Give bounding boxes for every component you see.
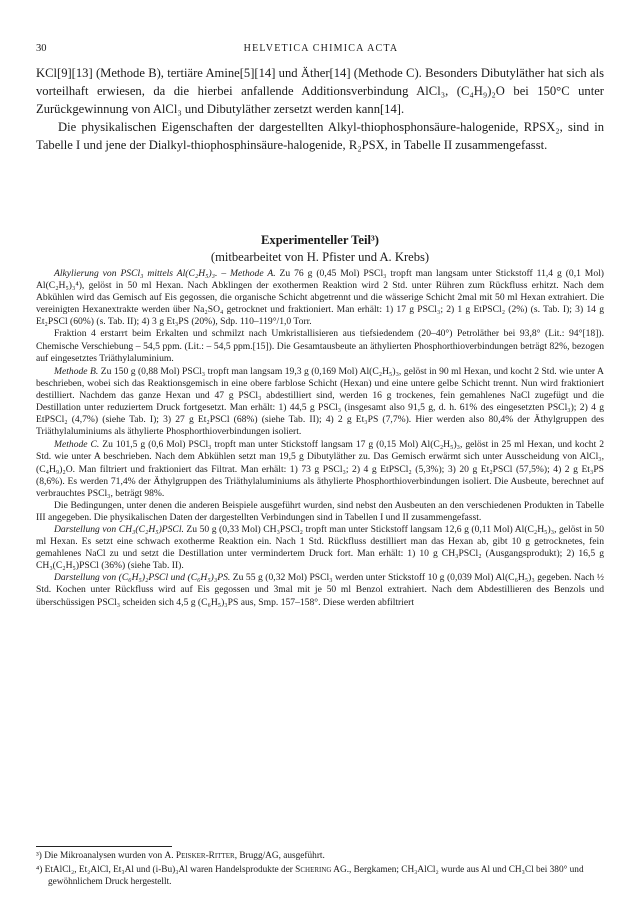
section-heading [36, 232, 604, 266]
method-a-text: Zu 76 g (0,45 Mol) PSCl₃ tropft man langsam unter Stickstoff 11,4 g (0,1 Mol) Al(C₂H₅)₃⁴), gelöst in 50 ml Hexan. Nach Abklingen der exothermen Reaktion wird 2 Std. unter Rühren zum Rückfluss erhitzt. Nach dem Abkühlen wird das Gemisch auf Eis gegossen, die organische Schicht abgetrennt und die wässerige Schicht 2mal mit 50 ml Hexan extrahiert. Die vereinigten Hexanextrakte werden über Na₂SO₄ getrocknet und fraktioniert. Man erhält: 1) 17 g PSCl₃; 2) 1 g EtPSCl₂ (2%) (s. Tab. I); 3) 14 g Et₂PSCl (60%) (s. Tab. II); 4) 3 g Et₃PS (20%), Sdp. 110–119°/1,0 Torr. [36, 268, 604, 328]
footnotes [36, 850, 604, 890]
footnote-3-name: A. Peisker-Ritter [164, 851, 235, 861]
phenyl-heading: Darstellung von (C₆H₅)₂PSCl und (C₆H₅)₃PS. [54, 572, 231, 584]
paragraph-method-a [36, 268, 604, 328]
paragraph-conditions: Die Bedingungen, unter denen die anderen Beispiele ausgeführt wurden, sind nebst den Ausbeuten an den verschiedenen Produkten in Tabelle III angegeben. Die physikalischen Daten der dargestellten Verbindungen sind in Tabellen I und II zusammengefasst. [36, 499, 604, 523]
footnote-rule [36, 846, 172, 847]
ch3-et-heading: Darstellung von CH₃(C₂H₅)PSCl. [54, 523, 184, 535]
footnote-3-pre: ³) Die Mikroanalysen wurden von [36, 851, 165, 861]
method-c-text: Zu 101,5 g (0,6 Mol) PSCl₃ tropft man unter Stickstoff langsam 17 g (0,15 Mol) Al(C₂H₅)₃, gelöst in 25 ml Hexan, und kocht 2 Std. wie unter A beschrieben. Nach dem Abkühlen setzt man 19,5 g Dibutyläther zu. Das Gemisch erwärmt sich unter Ausscheidung von AlCl₃, (C₄H₉)₂O. Man filtriert und fraktioniert das Filtrat. Man erhält: 1) 73 g PSCl₃; 2) 4 g EtPSCl₂ (5,3%); 3) 20 g Et₂PSCl (57,5%); 4) 2 g Et₃PS (8,6%). Es werden 71,4% der Äthylgruppen des Triäthylaluminiums als äthylierte Phosphorthioverbindungen isoliert. Die Ausbeute, berechnet auf verbrauchtes PSCl₃, beträgt 98%. [36, 439, 604, 499]
ch3-et-text: Zu 50 g (0,33 Mol) CH₃PSCl₂ tropft man unter Stickstoff langsam 12,6 g (0,11 Mol) Al(C₂H₅)₃, gelöst in 50 ml Hexan. Es setzt eine schwach exotherme Reaktion ein. Nach 1 Std. Rückfluss destilliert man das Hexan ab, gibt 10 g getrocknetes, fein gemahlenes NaCl zu und setzt die Destillation unter vermindertem Druck fort. Man erhält: 1) 10 g CH₃PSCl₂ (Ausgangsprodukt); 2) 16,5 g CH₃(C₂H₅)PSCl (36%) (siehe Tab. II). [36, 523, 605, 572]
paragraph-fraction-4: Fraktion 4 erstarrt beim Erkalten und schmilzt nach Umkristallisieren aus tiefsiedendem (20–40°) Petroläther bei 93,8° (Lit.: 94°[18]). Chemische Verschiebung – 54,5 ppm. (Lit.: – 54,5 ppm.[15]). Die Gesamtausbeute an äthylierten Phosphorthioverbindungen beträgt 82%, bezogen auf eingesetztes Triäthylaluminium. [36, 328, 604, 364]
method-b-heading: Methode B. [54, 365, 99, 377]
paragraph-method-b [36, 366, 604, 439]
intro-text [36, 64, 604, 154]
section-title: Experimenteller Teil³) [261, 233, 379, 247]
journal-title: HELVETICA CHIMICA ACTA [243, 43, 399, 54]
paragraph-phenyl [36, 572, 604, 608]
footnote-3-post: , Brugg/AG, ausgeführt. [234, 851, 325, 861]
method-b-text: Zu 150 g (0,88 Mol) PSCl₃ tropft man langsam 19,3 g (0,169 Mol) Al(C₂H₅)₃, gelöst in 90 ml Hexan, und kocht 2 Std. wie unter A beschrieben, wobei sich das Reaktionsgemisch in eine obere farblose Schicht (Hexan) und eine untere gelbe Schicht trennt. Nun wird fraktioniert destilliert. Nachdem das ganze Hexan und 47 g PSCl₃ abdestilliert sind, werden 16 g trockenes, fein gemahlenes NaCl zugefügt und die Destillation unter reduziertem Druck fortgesetzt. Man erhält: 1) 44,5 g PSCl₃ (insgesamt also 91,5 g, d. h. 61% des eingesetzten PSCl₃); 2) 4 g EtPSCl₂ (4,7%) (siehe Tab. I); 3) 27 g Et₂PSCl (68%) (siehe Tab. II); 4) 2 g Et₃PS (7,7%). Hier werden also 80,4% der Äthylgruppen des Triäthylaluminiums als äthylierte Phosphorthioverbindungen isoliert. [36, 365, 604, 438]
page-number: 30 [36, 43, 47, 54]
method-c-heading: Methode C. [54, 439, 100, 451]
paragraph-ch3-et [36, 524, 604, 572]
experimental-body [36, 268, 604, 609]
intro-paragraph-1: KCl[9][13] (Methode B), tertiäre Amine[5][14] und Äther[14] (Methode C). Besonders Dibutyläther hat sich als vorteilhaft erwiesen, da die hierbei anfallende Additionsverbindung AlCl₃, (C₄H₉)₂O bei 150°C unter Zurückgewinnung von AlCl₃ und Dibutyläther zersetzt werden kann[14]. [36, 66, 604, 116]
footnote-4-post: AG., Bergkamen; CH₃AlCl₂ wurde aus Al und CH₃Cl bei 380° und gewöhnlichem Druck hergestellt. [48, 865, 584, 887]
footnote-4 [36, 864, 604, 888]
footnote-3 [36, 850, 604, 862]
paragraph-method-c [36, 439, 604, 499]
footnote-4-pre: ⁴) EtAlCl₂, Et₂AlCl, Et₃Al und (i-Bu)₃Al waren Handelsprodukte der [36, 865, 296, 875]
intro-paragraph-2: Die physikalischen Eigenschaften der dargestellten Alkyl-thiophosphonsäure-halogenide, RPSX₂, sind in Tabelle I und jene der Dialkyl-thiophosphinsäure-halogenide, R₂PSX, in Tabelle II zusammengefasst. [36, 120, 604, 152]
running-header [36, 43, 606, 57]
phenyl-text: Zu 55 g (0,32 Mol) PSCl₃ werden unter Stickstoff 10 g (0,039 Mol) Al(C₆H₅)₃ gegeben. Nach ½ Std. Kochen unter Rückfluss wird auf Eis gegossen und 3mal mit je 50 ml Benzol extrahiert. Nach dem Abdestillieren des Benzols und überschüssigen PSCl₃ scheiden sich 4,5 g (C₆H₅)₃PS aus, Smp. 157–158°. Diese werden abfiltriert [36, 572, 604, 608]
method-a-heading: Alkylierung von PSCl₃ mittels Al(C₂H₅)₃. – Methode A. [54, 268, 276, 279]
footnote-4-name: Schering [295, 865, 332, 875]
section-subtitle: (mitbearbeitet von H. Pfister und A. Krebs) [210, 250, 430, 264]
